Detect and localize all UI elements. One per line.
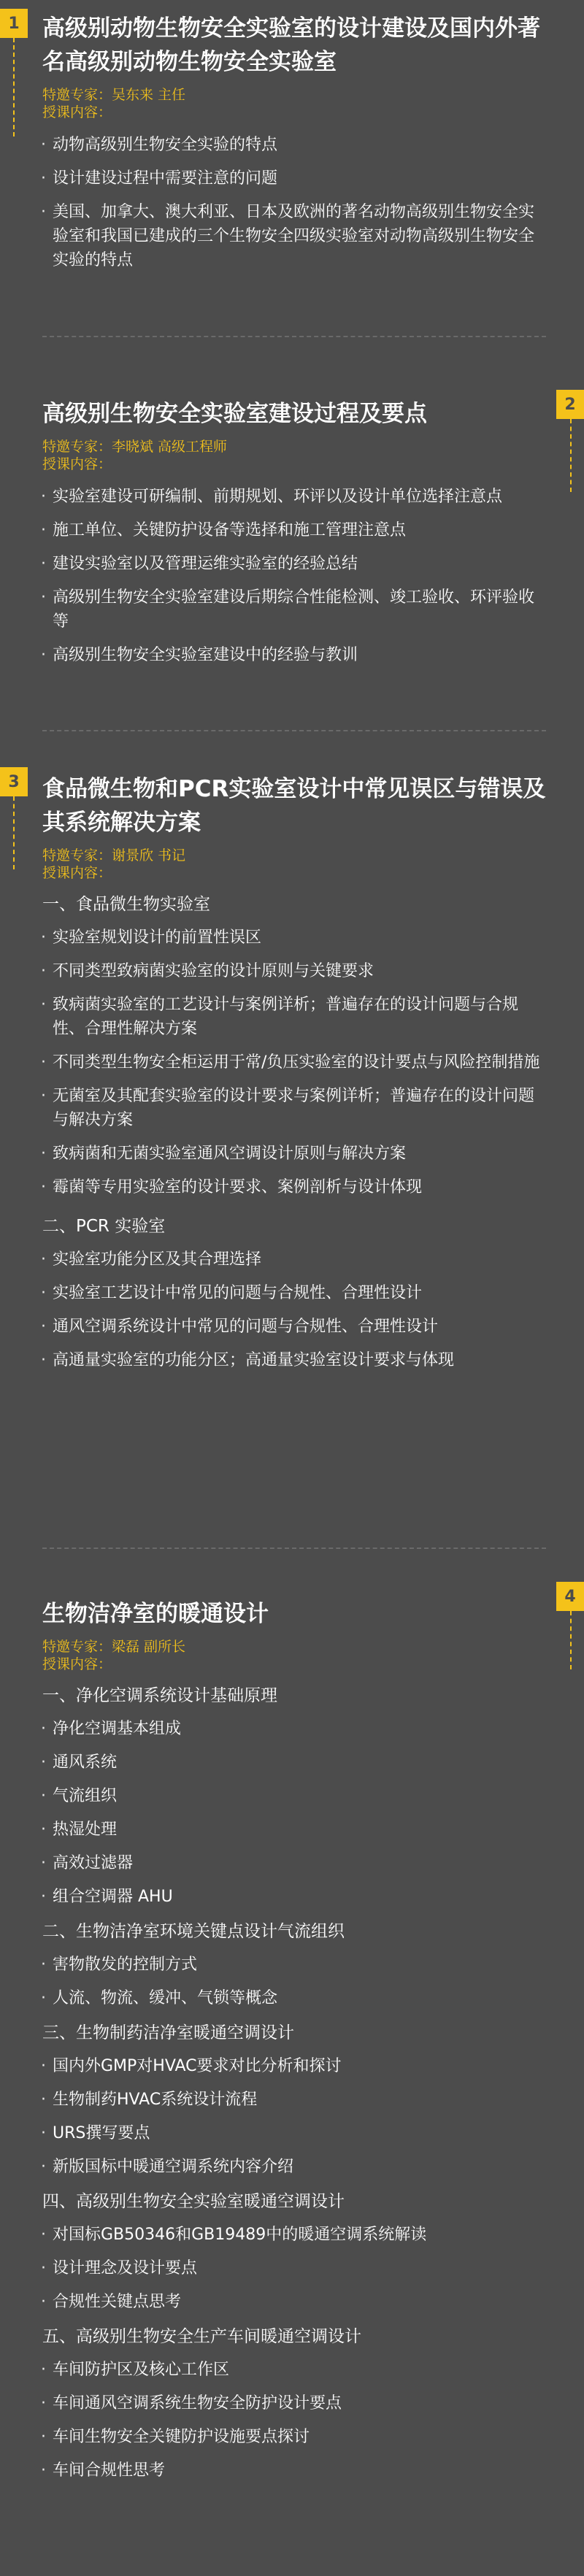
list-item: · 车间防护区及核心工作区 [42,2358,546,2382]
section-number-badge-3: 3 [0,767,28,796]
section-title: 高级别生物安全实验室建设过程及要点 [42,401,427,427]
list-item: · 不同类型生物安全柜运用于常/负压实验室的设计要点与风险控制措施 [42,1050,546,1074]
item-list [42,485,546,667]
list-item: · 实验室规划设计的前置性误区 [42,926,546,950]
section-title: 生物洁净室的暖通设计 [42,1601,269,1627]
group-heading: 五、高级别生物安全生产车间暖通空调设计 [42,2327,361,2346]
dashed-guide-line [13,796,15,869]
list-item: · 实验室建设可研编制、前期规划、环评以及设计单位选择注意点 [42,485,546,509]
list-item: · 合规性关键点思考 [42,2290,546,2314]
section-divider [42,336,546,337]
list-item: · 国内外GMP对HVAC要求对比分析和探讨 [42,2054,546,2078]
section-4 [42,1597,546,2492]
list-item: · 无菌室及其配套实验室的设计要求与案例详析；普遍存在的设计问题与解决方案 [42,1084,546,1132]
section-1 [42,12,546,282]
section-2 [42,397,546,677]
dashed-guide-line [570,419,572,492]
list-item: · 建设实验室以及管理运维实验室的经验总结 [42,552,546,576]
list-item: · 组合空调器 AHU [42,1885,546,1909]
section-divider [42,730,546,731]
section-title: 食品微生物和PCR实验室设计中常见误区与错误及其系统解决方案 [42,776,546,836]
expert-name: 特邀专家：吴东来 主任 [42,87,186,103]
list-item: · 车间通风空调系统生物安全防护设计要点 [42,2391,546,2415]
list-item: · 生物制药HVAC系统设计流程 [42,2088,546,2112]
section-number-badge-1: 1 [0,9,28,38]
list-item: · 致病菌实验室的工艺设计与案例详析；普遍存在的设计问题与合规性、合理性解决方案 [42,993,546,1041]
list-item: · 设计理念及设计要点 [42,2256,546,2280]
list-item: · 高通量实验室的功能分区；高通量实验室设计要求与体现 [42,1348,546,1372]
section-divider [42,1547,546,1549]
group-heading: 四、高级别生物安全实验室暖通空调设计 [42,2192,345,2211]
list-item: · 高效过滤器 [42,1851,546,1875]
content-label: 授课内容： [42,456,112,472]
group-heading: 三、生物制药洁净室暖通空调设计 [42,2023,294,2042]
content-label: 授课内容： [42,1656,112,1672]
group-heading: 一、净化空调系统设计基础原理 [42,1686,277,1705]
group-heading: 一、食品微生物实验室 [42,895,210,914]
list-item: · 新版国标中暖通空调系统内容介绍 [42,2155,546,2179]
list-item: · 车间合规性思考 [42,2458,546,2483]
section-3 [42,772,546,1382]
item-list [42,2054,546,2179]
list-item: · 实验室功能分区及其合理选择 [42,1247,546,1272]
section-number-badge-2: 2 [556,390,584,419]
section-title: 高级别动物生物安全实验室的设计建设及国内外著名高级别动物生物安全实验室 [42,15,540,75]
list-item: · 实验室工艺设计中常见的问题与合规性、合理性设计 [42,1281,546,1305]
list-item: · 高级别生物安全实验室建设中的经验与教训 [42,643,546,667]
list-item: · 霉菌等专用实验室的设计要求、案例剖析与设计体现 [42,1175,546,1199]
list-item: · 美国、加拿大、澳大利亚、日本及欧洲的著名动物高级别生物安全实验室和我国已建成的三个生物安全四级实验室对动物高级别生物安全实验的特点 [42,200,546,272]
item-list [42,133,546,272]
list-item: · 通风空调系统设计中常见的问题与合规性、合理性设计 [42,1315,546,1339]
list-item: · 动物高级别生物安全实验的特点 [42,133,546,157]
content-label: 授课内容： [42,865,112,881]
group-heading: 二、生物洁净室环境关键点设计气流组织 [42,1922,345,1941]
item-list [42,1717,546,1909]
section-number-badge-4: 4 [556,1582,584,1611]
expert-name: 特邀专家：谢景欣 书记 [42,847,186,864]
item-list [42,1247,546,1372]
item-list [42,926,546,1199]
list-item: · 对国标GB50346和GB19489中的暖通空调系统解读 [42,2223,546,2247]
item-list [42,1953,546,2010]
list-item: · 热湿处理 [42,1818,546,1842]
expert-name: 特邀专家：梁磊 副所长 [42,1639,186,1655]
item-list [42,2358,546,2483]
list-item: · 致病菌和无菌实验室通风空调设计原则与解决方案 [42,1142,546,1166]
expert-name: 特邀专家：李晓斌 高级工程师 [42,439,228,455]
dashed-guide-line [570,1611,572,1669]
item-list [42,2223,546,2314]
group-heading: 二、PCR 实验室 [42,1217,166,1236]
list-item: · 不同类型致病菌实验室的设计原则与关键要求 [42,959,546,983]
list-item: · 气流组织 [42,1784,546,1808]
list-item: · 施工单位、关键防护设备等选择和施工管理注意点 [42,518,546,542]
dashed-guide-line [13,38,15,137]
content-label: 授课内容： [42,104,112,120]
list-item: · 害物散发的控制方式 [42,1953,546,1977]
list-item: · 人流、物流、缓冲、气锁等概念 [42,1986,546,2010]
list-item: · 车间生物安全关键防护设施要点探讨 [42,2425,546,2449]
list-item: · 设计建设过程中需要注意的问题 [42,166,546,191]
list-item: · 高级别生物安全实验室建设后期综合性能检测、竣工验收、环评验收等 [42,585,546,634]
list-item: · 净化空调基本组成 [42,1717,546,1741]
list-item: · 通风系统 [42,1750,546,1775]
list-item: · URS撰写要点 [42,2121,546,2145]
